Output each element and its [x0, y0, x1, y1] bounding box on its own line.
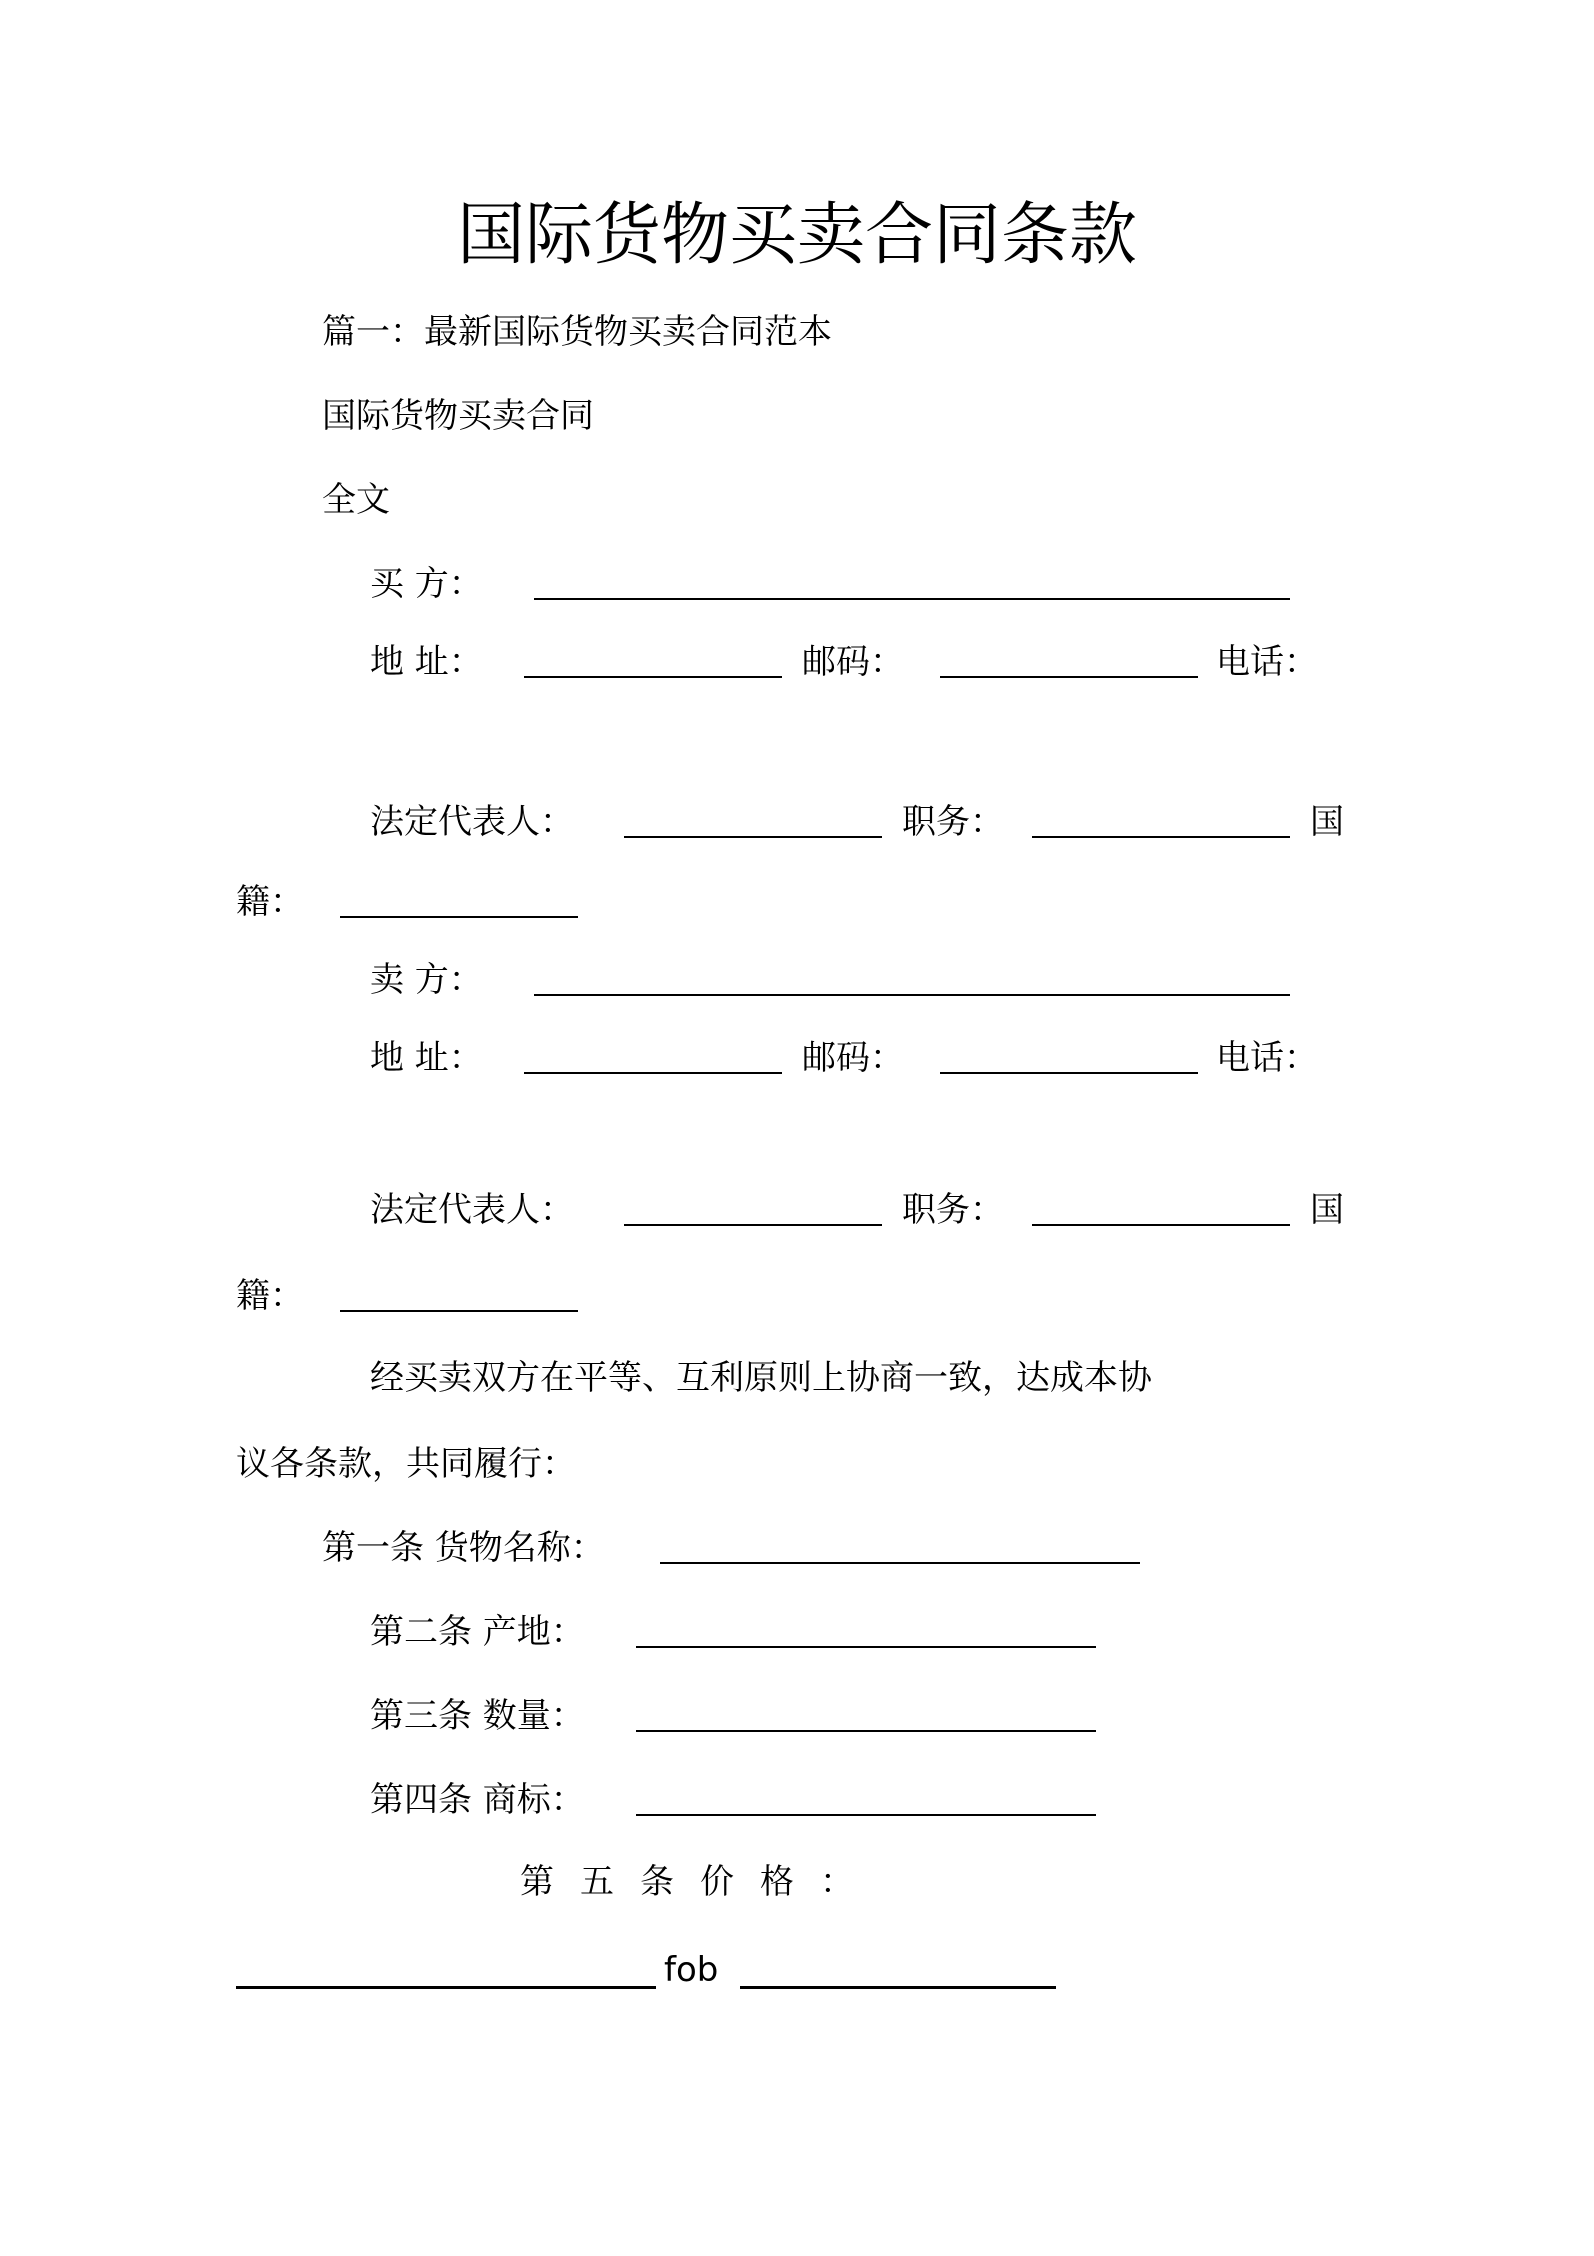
seller-label: 卖 方：	[370, 960, 483, 1000]
document-title: 国际货物买卖合同条款	[456, 196, 1137, 275]
article-3-label: 第三条 数量：	[370, 1696, 585, 1736]
buyer-postcode-label: 邮码：	[802, 642, 904, 682]
seller-position-label: 职务：	[902, 1190, 1004, 1230]
seller-rep-label: 法定代表人：	[370, 1190, 574, 1230]
seller-nationality-blank[interactable]	[340, 1310, 578, 1312]
article-4-blank[interactable]	[636, 1814, 1096, 1816]
agreement-text-line-2: 议各条款，共同履行：	[236, 1444, 576, 1484]
seller-postcode-blank[interactable]	[940, 1072, 1198, 1074]
buyer-address-label: 地 址：	[370, 642, 483, 682]
seller-position-blank[interactable]	[1032, 1224, 1290, 1226]
buyer-position-blank[interactable]	[1032, 836, 1290, 838]
agreement-text-line-1: 经买卖双方在平等、互利原则上协商一致，达成本协	[370, 1358, 1152, 1398]
seller-address-blank[interactable]	[524, 1072, 782, 1074]
article-5-label: 第五条价格：	[520, 1862, 880, 1902]
seller-blank[interactable]	[534, 994, 1290, 996]
seller-phone-label: 电话：	[1216, 1038, 1318, 1078]
seller-postcode-label: 邮码：	[802, 1038, 904, 1078]
article-4-label: 第四条 商标：	[370, 1780, 585, 1820]
price-blank-left[interactable]	[236, 1986, 656, 1989]
price-blank-right[interactable]	[740, 1986, 1056, 1989]
article-2-blank[interactable]	[636, 1646, 1096, 1648]
buyer-phone-label: 电话：	[1216, 642, 1318, 682]
seller-nationality-label-1: 国	[1310, 1190, 1344, 1230]
section-heading: 篇一：最新国际货物买卖合同范本	[322, 312, 832, 352]
buyer-address-blank[interactable]	[524, 676, 782, 678]
buyer-rep-blank[interactable]	[624, 836, 882, 838]
article-2-label: 第二条 产地：	[370, 1612, 585, 1652]
seller-address-label: 地 址：	[370, 1038, 483, 1078]
article-1-blank[interactable]	[660, 1562, 1140, 1564]
buyer-postcode-blank[interactable]	[940, 676, 1198, 678]
buyer-nationality-label-1: 国	[1310, 802, 1344, 842]
article-1-label: 第一条 货物名称：	[322, 1528, 605, 1568]
buyer-nationality-blank[interactable]	[340, 916, 578, 918]
price-term: fob	[664, 1950, 719, 1990]
contract-name: 国际货物买卖合同	[322, 396, 594, 436]
seller-rep-blank[interactable]	[624, 1224, 882, 1226]
buyer-rep-label: 法定代表人：	[370, 802, 574, 842]
buyer-blank[interactable]	[534, 598, 1290, 600]
buyer-nationality-label-2: 籍：	[236, 882, 304, 922]
article-3-blank[interactable]	[636, 1730, 1096, 1732]
fulltext-label: 全文	[322, 480, 390, 520]
seller-nationality-label-2: 籍：	[236, 1276, 304, 1316]
buyer-label: 买 方：	[370, 564, 483, 604]
buyer-position-label: 职务：	[902, 802, 1004, 842]
